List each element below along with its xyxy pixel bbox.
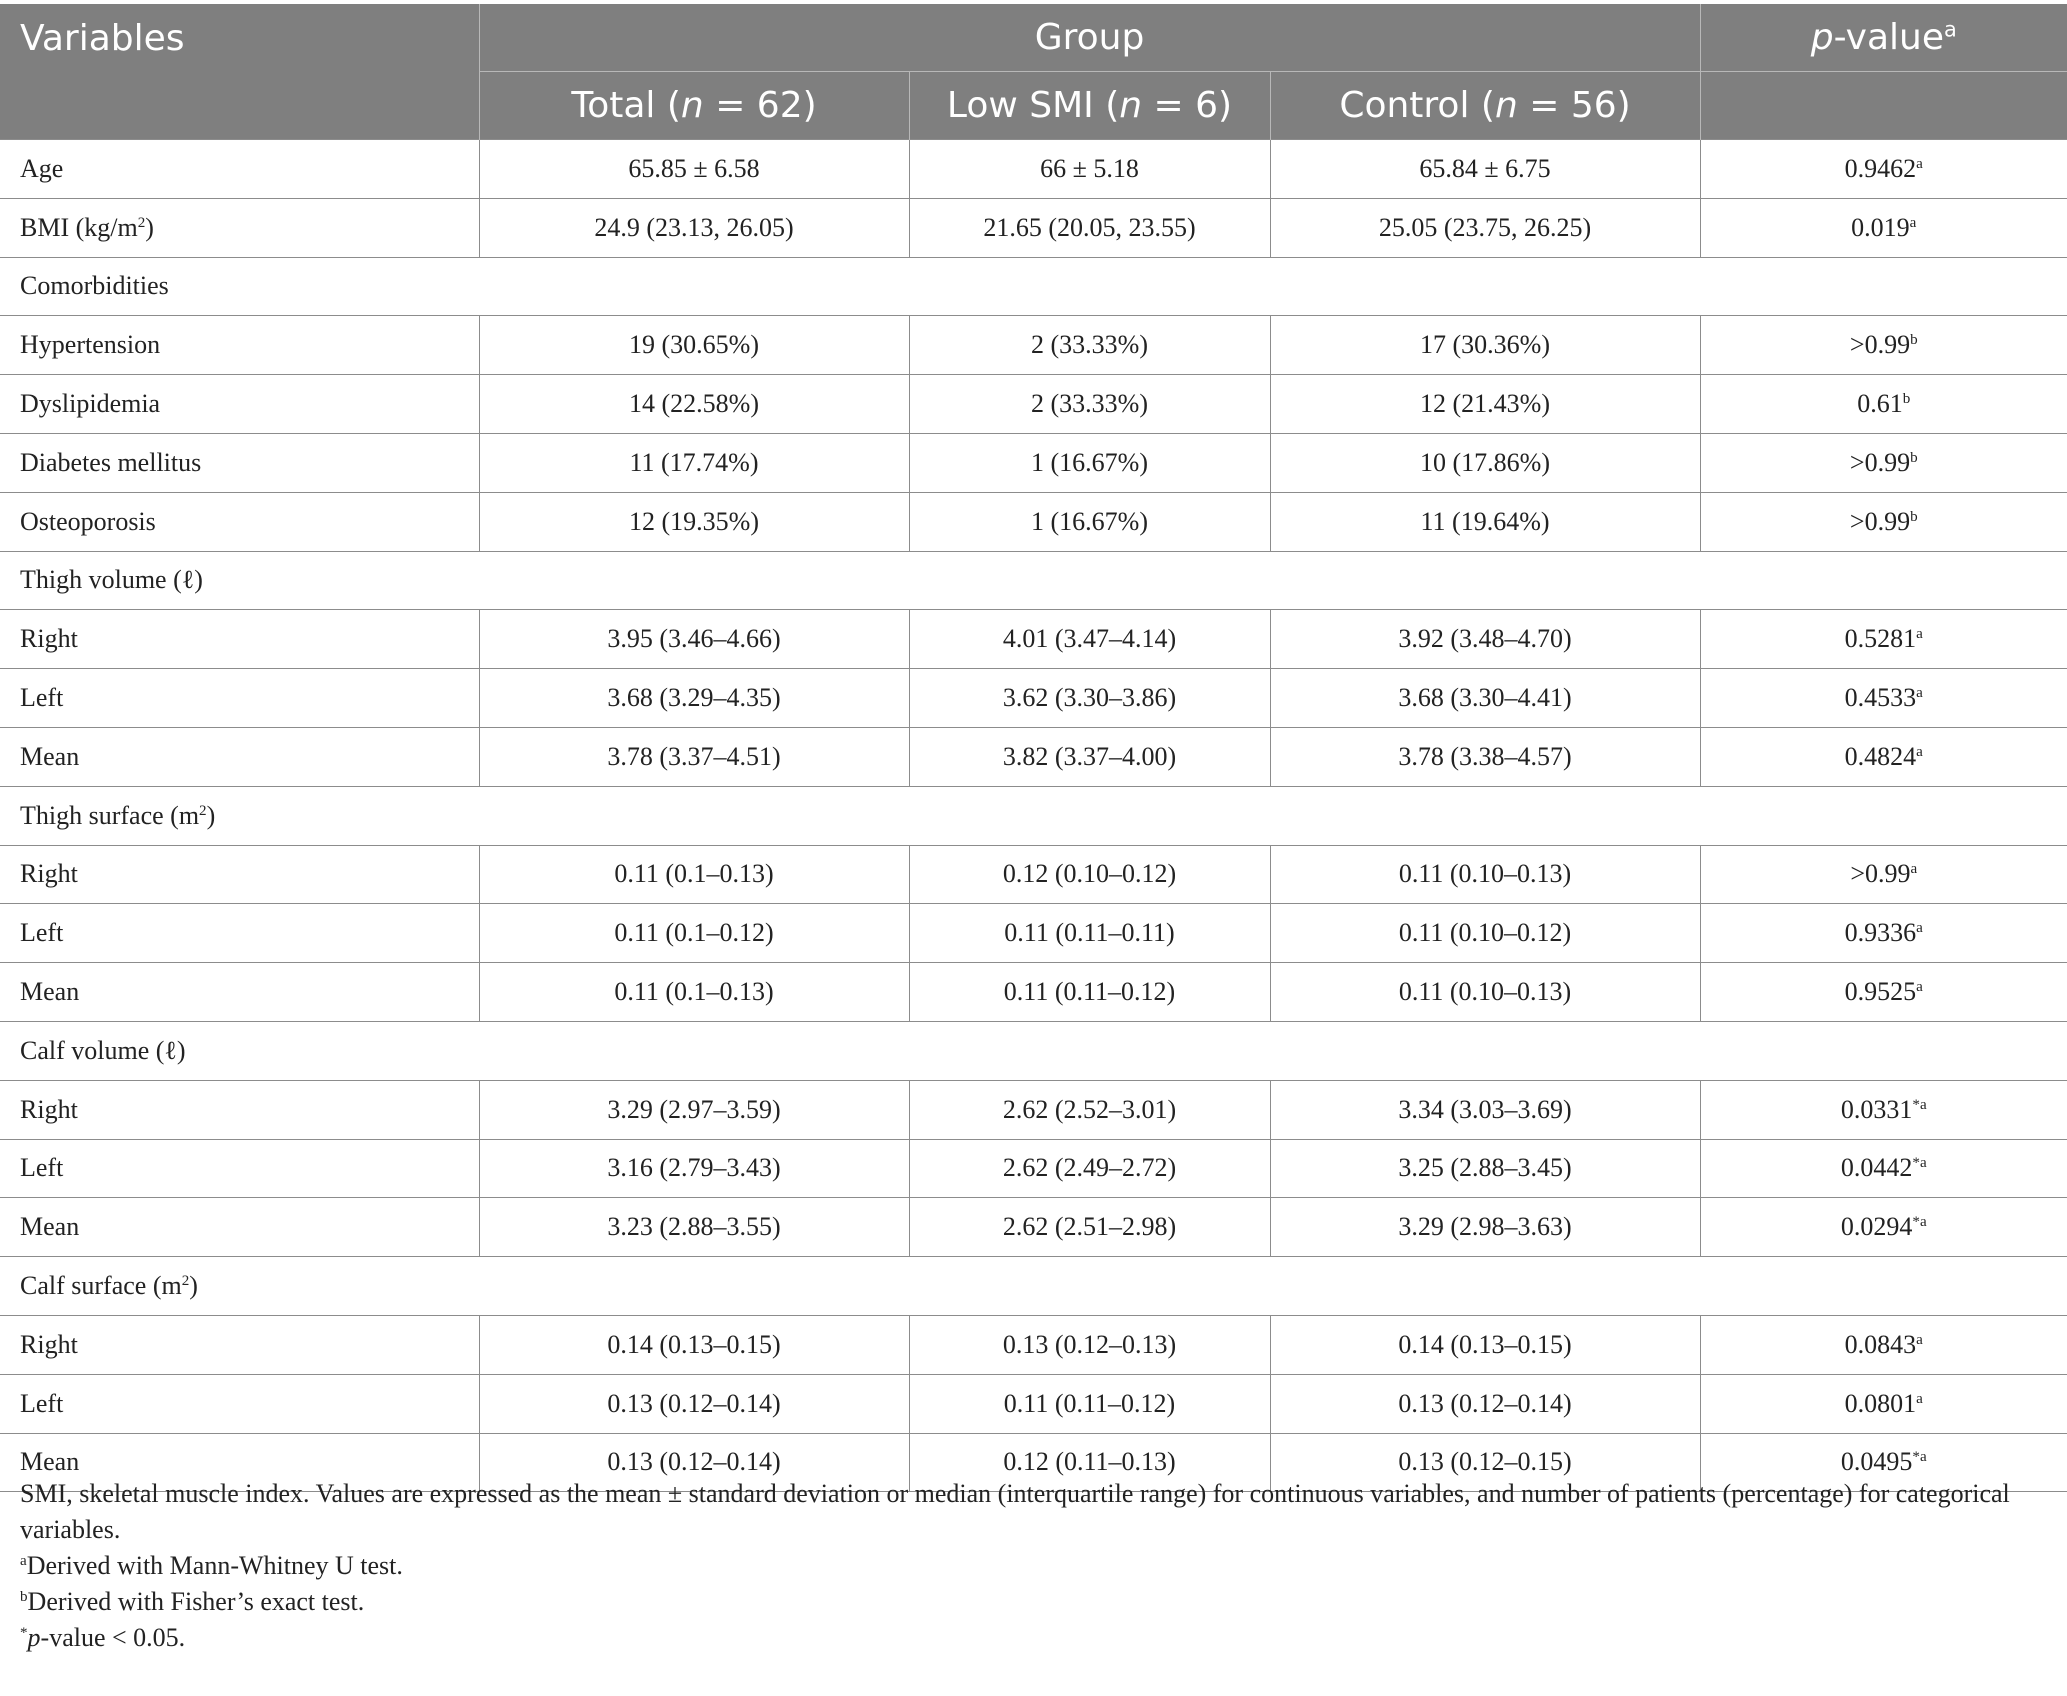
table-row-thigh-surface-right — [0, 845, 2067, 904]
table-header — [0, 4, 2067, 140]
cell-pvalue: 0.0801$^a$ — [1700, 1374, 2067, 1433]
table-row-dyslipidemia — [0, 375, 2067, 434]
cell-control: 0.13 (0.12–0.14) — [1270, 1374, 1700, 1433]
cell-low-smi: 1 (16.67%) — [909, 433, 1270, 492]
section-row-calf-surface — [0, 1257, 2067, 1316]
cell-control: 0.11 (0.10–0.13) — [1270, 963, 1700, 1022]
row-label: Osteoporosis — [0, 492, 479, 551]
header-pvalue-blank — [1700, 72, 2067, 140]
cell-low-smi: 2.62 (2.51–2.98) — [909, 1198, 1270, 1257]
row-label: Age — [0, 140, 479, 199]
cell-pvalue: 0.4533$^a$ — [1700, 669, 2067, 728]
header-low-smi: Low SMI (n = 6) — [909, 72, 1270, 140]
cell-total: 0.13 (0.12–0.14) — [479, 1374, 909, 1433]
cell-pvalue: 0.0843$^a$ — [1700, 1315, 2067, 1374]
table-row-thigh-surface-left — [0, 904, 2067, 963]
header-total: Total (n = 62) — [479, 72, 909, 140]
row-label: Hypertension — [0, 316, 479, 375]
cell-low-smi: 0.12 (0.11–0.13) — [909, 1433, 1270, 1492]
cell-total: 0.11 (0.1–0.12) — [479, 904, 909, 963]
table-row-calf-volume-left — [0, 1139, 2067, 1198]
row-label: Mean — [0, 963, 479, 1022]
cell-low-smi: 0.11 (0.11–0.12) — [909, 1374, 1270, 1433]
cell-pvalue: 0.019$^a$ — [1700, 198, 2067, 257]
cell-total: 11 (17.74%) — [479, 433, 909, 492]
section-label: Calf volume (ℓ) — [0, 1021, 2067, 1080]
table-row-calf-surface-left — [0, 1374, 2067, 1433]
cell-low-smi: 0.13 (0.12–0.13) — [909, 1315, 1270, 1374]
cell-control: 25.05 (23.75, 26.25) — [1270, 198, 1700, 257]
table-row-hypertension — [0, 316, 2067, 375]
cell-low-smi: 0.12 (0.10–0.12) — [909, 845, 1270, 904]
cell-total: 14 (22.58%) — [479, 375, 909, 434]
cell-low-smi: 0.11 (0.11–0.12) — [909, 963, 1270, 1022]
cell-control: 65.84 ± 6.75 — [1270, 140, 1700, 199]
cell-low-smi: 4.01 (3.47–4.14) — [909, 610, 1270, 669]
cell-pvalue: >0.99$^b$ — [1700, 433, 2067, 492]
header-variables: Variables — [0, 4, 479, 140]
cell-pvalue: 0.9462$^a$ — [1700, 140, 2067, 199]
row-label: BMI $(kg/m^2)$ — [0, 198, 479, 257]
row-label: Left — [0, 669, 479, 728]
table-row-calf-volume-mean — [0, 1198, 2067, 1257]
cell-low-smi: 3.62 (3.30–3.86) — [909, 669, 1270, 728]
cell-total: 12 (19.35%) — [479, 492, 909, 551]
row-label: Right — [0, 610, 479, 669]
section-label: Thigh volume (ℓ) — [0, 551, 2067, 610]
cell-total: 3.29 (2.97–3.59) — [479, 1080, 909, 1139]
cell-low-smi: 2 (33.33%) — [909, 316, 1270, 375]
cell-low-smi: 2.62 (2.49–2.72) — [909, 1139, 1270, 1198]
cell-total: 0.14 (0.13–0.15) — [479, 1315, 909, 1374]
table-body — [0, 140, 2067, 1492]
section-row-calf-volume — [0, 1021, 2067, 1080]
section-label: Calf surface $(m^2)$ — [0, 1257, 2067, 1316]
cell-control: 3.92 (3.48–4.70) — [1270, 610, 1700, 669]
cell-control: 17 (30.36%) — [1270, 316, 1700, 375]
row-label: Left — [0, 1374, 479, 1433]
row-label: Mean — [0, 727, 479, 786]
header-pvalue: p-value$^a$ — [1700, 4, 2067, 72]
header-group: Group — [479, 4, 1700, 72]
header-control: Control (n = 56) — [1270, 72, 1700, 140]
cell-pvalue: 0.0442$^{*a}$ — [1700, 1139, 2067, 1198]
row-label: Mean — [0, 1198, 479, 1257]
cell-total: 19 (30.65%) — [479, 316, 909, 375]
row-label: Dyslipidemia — [0, 375, 479, 434]
cell-total: 24.9 (23.13, 26.05) — [479, 198, 909, 257]
table-row-diabetes — [0, 433, 2067, 492]
cell-pvalue: 0.9525$^a$ — [1700, 963, 2067, 1022]
footnote-star: *p-value < 0.05. — [20, 1623, 186, 1652]
cell-low-smi: 0.11 (0.11–0.11) — [909, 904, 1270, 963]
cell-control: 0.14 (0.13–0.15) — [1270, 1315, 1700, 1374]
section-row-thigh-volume — [0, 551, 2067, 610]
cell-control: 12 (21.43%) — [1270, 375, 1700, 434]
table-row-thigh-surface-mean — [0, 963, 2067, 1022]
cell-control: 3.68 (3.30–4.41) — [1270, 669, 1700, 728]
cell-total: 3.78 (3.37–4.51) — [479, 727, 909, 786]
data-table-container — [0, 4, 2067, 1492]
table-row-osteoporosis — [0, 492, 2067, 551]
cell-control: 0.11 (0.10–0.12) — [1270, 904, 1700, 963]
cell-total: 3.68 (3.29–4.35) — [479, 669, 909, 728]
row-label: Right — [0, 1315, 479, 1374]
table-row-bmi — [0, 198, 2067, 257]
row-label: Right — [0, 1080, 479, 1139]
table-row-thigh-volume-mean — [0, 727, 2067, 786]
cell-low-smi: 21.65 (20.05, 23.55) — [909, 198, 1270, 257]
table-row-age — [0, 140, 2067, 199]
cell-control: 11 (19.64%) — [1270, 492, 1700, 551]
cell-pvalue: 0.9336$^a$ — [1700, 904, 2067, 963]
cell-total: 0.11 (0.1–0.13) — [479, 963, 909, 1022]
cell-pvalue: 0.5281$^a$ — [1700, 610, 2067, 669]
cell-control: 3.25 (2.88–3.45) — [1270, 1139, 1700, 1198]
cell-low-smi: 2.62 (2.52–3.01) — [909, 1080, 1270, 1139]
cell-low-smi: 2 (33.33%) — [909, 375, 1270, 434]
cell-pvalue: 0.4824$^a$ — [1700, 727, 2067, 786]
footnote-a: $^a$Derived with Mann-Whitney U test. — [20, 1551, 403, 1580]
comparison-table — [0, 4, 2067, 1492]
cell-pvalue: 0.0495$^{*a}$ — [1700, 1433, 2067, 1492]
section-label: Thigh surface $(m^2)$ — [0, 786, 2067, 845]
cell-pvalue: >0.99$^b$ — [1700, 492, 2067, 551]
cell-pvalue: 0.0331$^{*a}$ — [1700, 1080, 2067, 1139]
cell-control: 3.29 (2.98–3.63) — [1270, 1198, 1700, 1257]
cell-control: 3.78 (3.38–4.57) — [1270, 727, 1700, 786]
row-label: Left — [0, 904, 479, 963]
cell-low-smi: 1 (16.67%) — [909, 492, 1270, 551]
table-row-calf-surface-right — [0, 1315, 2067, 1374]
cell-control: 0.11 (0.10–0.13) — [1270, 845, 1700, 904]
cell-total: 0.13 (0.12–0.14) — [479, 1433, 909, 1492]
cell-control: 0.13 (0.12–0.15) — [1270, 1433, 1700, 1492]
table-footnotes — [20, 1476, 2060, 1656]
footnote-main: SMI, skeletal muscle index. Values are expressed as the mean ± standard deviation or median (interquartile range) for continuous variables, and number of patients (percentage) for categorical variables. — [20, 1479, 2010, 1544]
footnote-b: $^b$Derived with Fisher’s exact test. — [20, 1587, 365, 1616]
cell-total: 65.85 ± 6.58 — [479, 140, 909, 199]
section-label: Comorbidities — [0, 257, 2067, 316]
row-label: Diabetes mellitus — [0, 433, 479, 492]
table-row-thigh-volume-right — [0, 610, 2067, 669]
section-row-comorbidities — [0, 257, 2067, 316]
row-label: Mean — [0, 1433, 479, 1492]
row-label: Left — [0, 1139, 479, 1198]
cell-pvalue: 0.61$^b$ — [1700, 375, 2067, 434]
cell-total: 0.11 (0.1–0.13) — [479, 845, 909, 904]
cell-control: 3.34 (3.03–3.69) — [1270, 1080, 1700, 1139]
cell-control: 10 (17.86%) — [1270, 433, 1700, 492]
cell-low-smi: 66 ± 5.18 — [909, 140, 1270, 199]
cell-pvalue: 0.0294$^{*a}$ — [1700, 1198, 2067, 1257]
cell-pvalue: >0.99$^b$ — [1700, 316, 2067, 375]
cell-pvalue: >0.99$^a$ — [1700, 845, 2067, 904]
table-row-calf-volume-right — [0, 1080, 2067, 1139]
table-row-thigh-volume-left — [0, 669, 2067, 728]
section-row-thigh-surface — [0, 786, 2067, 845]
cell-total: 3.95 (3.46–4.66) — [479, 610, 909, 669]
cell-total: 3.16 (2.79–3.43) — [479, 1139, 909, 1198]
cell-total: 3.23 (2.88–3.55) — [479, 1198, 909, 1257]
cell-low-smi: 3.82 (3.37–4.00) — [909, 727, 1270, 786]
row-label: Right — [0, 845, 479, 904]
